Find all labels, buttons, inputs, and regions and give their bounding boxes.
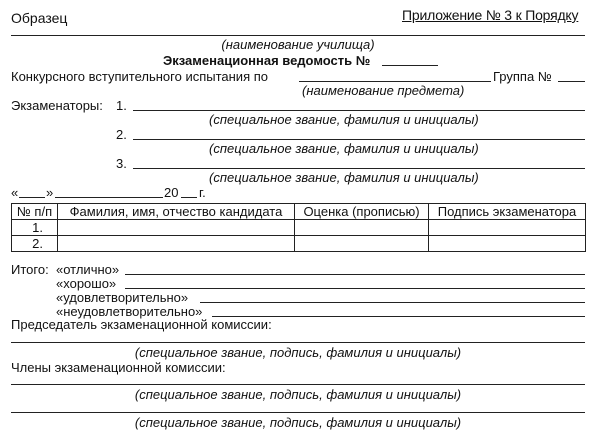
examiner-1-number: 1. (116, 98, 127, 113)
school-name-line (11, 35, 585, 36)
date-year-suffix: г. (199, 185, 206, 200)
date-year-prefix: 20 (164, 185, 179, 200)
examiner-2-line (133, 139, 585, 140)
signature-cell (429, 236, 586, 252)
total-good-label: «хорошо» (56, 276, 117, 291)
totals-label: Итого: (11, 262, 49, 277)
grade-cell (295, 220, 429, 236)
row-number: 1. (12, 220, 58, 236)
examiner-3-number: 3. (116, 156, 127, 171)
examiner-2-number: 2. (116, 127, 127, 142)
school-name-caption: (наименование училища) (221, 37, 375, 52)
table-row (12, 220, 586, 236)
signature-cell (429, 220, 586, 236)
sheet-number-line (382, 65, 438, 66)
member-2-caption: (специальное звание, подпись, фамилия и инициалы) (134, 415, 462, 430)
exam-label: Конкурсного вступительного испытания по (11, 69, 268, 84)
total-excellent-label: «отлично» (56, 262, 120, 277)
total-unsatisfactory-label: «неудовлетворительно» (56, 304, 203, 319)
total-good-line (125, 288, 585, 289)
date-close-quote: » (46, 185, 54, 200)
table-row (12, 236, 586, 252)
member-1-signature-line (11, 384, 585, 385)
examiner-3-caption: (специальное звание, фамилия и инициалы) (209, 170, 479, 185)
date-open-quote: « (11, 185, 19, 200)
group-number-line (558, 81, 585, 82)
examiner-1-caption: (специальное звание, фамилия и инициалы) (209, 112, 479, 127)
examiner-1-line (133, 110, 585, 111)
examiners-label: Экзаменаторы: (11, 98, 103, 113)
total-satisfactory-line (200, 302, 585, 303)
candidate-name-cell (58, 236, 295, 252)
grade-cell (295, 236, 429, 252)
examiner-2-caption: (специальное звание, фамилия и инициалы) (209, 141, 479, 156)
document-title: Экзаменационная ведомость № (163, 53, 371, 68)
subject-caption: (наименование предмета) (302, 83, 465, 98)
col-grade-header: Оценка (прописью) (295, 204, 429, 220)
col-number-header: № п/п (12, 204, 58, 220)
subject-line (299, 81, 491, 82)
chair-label: Председатель экзаменационной комиссии: (11, 317, 272, 332)
examiner-3-line (133, 168, 585, 169)
chair-signature-line (11, 342, 585, 343)
total-excellent-line (125, 274, 585, 275)
group-label: Группа № (493, 69, 552, 84)
candidates-table (11, 203, 586, 252)
col-signature-header: Подпись экзаменатора (429, 204, 586, 220)
total-satisfactory-label: «удовлетворительно» (56, 290, 189, 305)
date-year-line (181, 197, 197, 198)
date-month-line (55, 197, 163, 198)
date-day-line (19, 197, 45, 198)
candidate-name-cell (58, 220, 295, 236)
row-number: 2. (12, 236, 58, 252)
sample-label: Образец (11, 10, 68, 26)
table-header-row (12, 204, 586, 220)
annex-label: Приложение № 3 к Порядку (402, 7, 579, 23)
col-name-header: Фамилия, имя, отчество кандидата (58, 204, 295, 220)
member-1-caption: (специальное звание, подпись, фамилия и инициалы) (134, 387, 462, 402)
members-label: Члены экзаменационной комиссии: (11, 360, 226, 375)
member-2-signature-line (11, 412, 585, 413)
chair-caption: (специальное звание, подпись, фамилия и инициалы) (134, 345, 462, 360)
